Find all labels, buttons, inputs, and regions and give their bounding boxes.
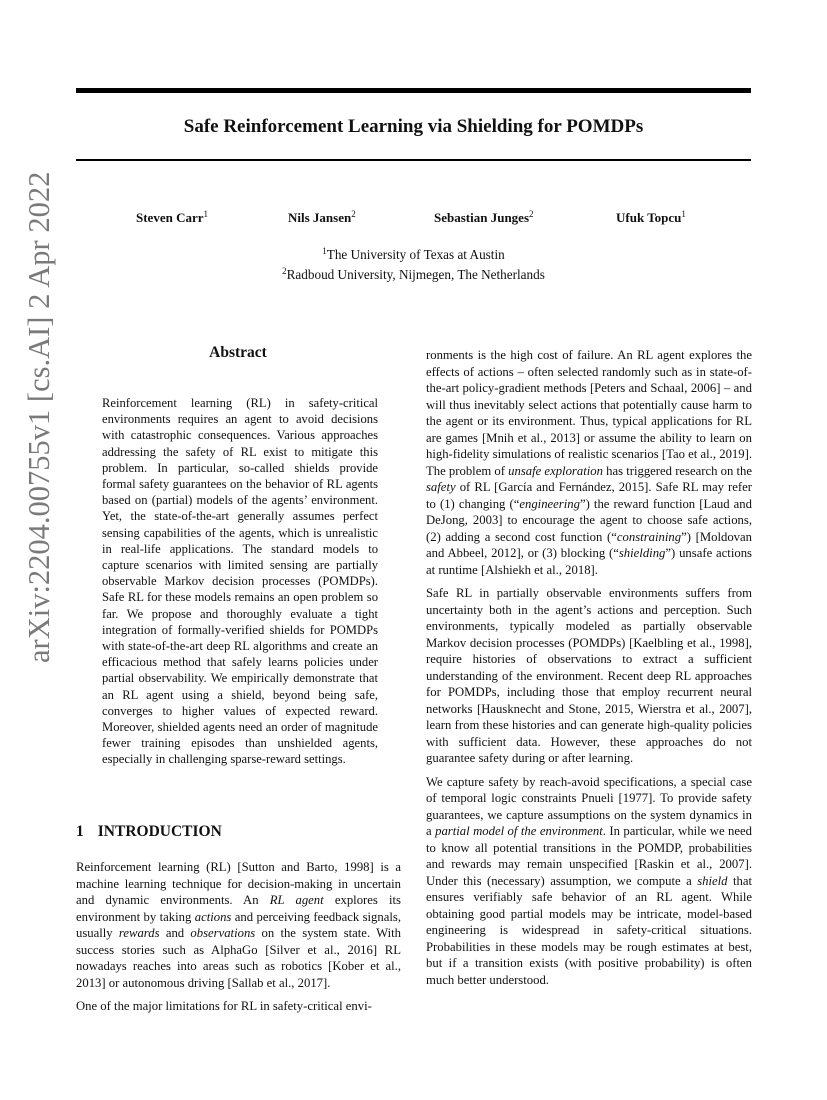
text-run: . In particular, while we need to know all potential transitions in the POMDP, probabilities and rewards may remain unspecified [Raskin et al., 2007]. Under this (necessary) assumption, we compute a: [426, 824, 752, 888]
author-name: Steven Carr: [136, 210, 204, 225]
text-run: and: [159, 926, 191, 940]
title-top-rule: [76, 88, 751, 93]
emphasis: shielding: [618, 546, 666, 560]
affiliation-number: 1: [322, 246, 327, 256]
emphasis: RL agent: [269, 893, 324, 907]
text-run: of RL [García and Fernández, 2015]. Safe RL may refer to (1) changing (“: [426, 480, 752, 511]
text-run: and perceiving feedback signals, usually: [76, 909, 402, 940]
paragraph: One of the major limitations for RL in safety-critical envi-: [76, 999, 372, 1013]
section-title: INTRODUCTION: [97, 823, 222, 840]
affiliations: [76, 243, 751, 283]
emphasis: unsafe exploration: [508, 463, 603, 478]
author: [136, 209, 208, 226]
paragraph: [426, 347, 752, 578]
text-run: that ensures verifiably safe behavior of an RL agent. While obtaining good partial models may be intricate, model-based engineering is widespread in safety-critical situations. Probabilities in these models may be rough estimates at best, but if a transition exists (with positive probability) is often much better understood.: [426, 873, 752, 987]
author-name: Nils Jansen: [288, 210, 352, 225]
emphasis: constraining: [616, 529, 682, 544]
text-run: We capture safety by reach-avoid specifications, a special case of temporal logic constraints Pnueli [1977]. To provide safety guarantees, we capture assumptions on the system dynamics in a: [426, 774, 752, 838]
affiliation-text: Radboud University, Nijmegen, The Netherlands: [286, 267, 545, 282]
emphasis: partial model of the environment: [435, 824, 603, 838]
emphasis: shield: [697, 873, 728, 888]
affiliation: [76, 243, 751, 263]
right-column-body: [426, 347, 752, 988]
text-run: ”) [Moldovan and Abbeel, 2012], or (3) blocking (“: [426, 529, 752, 560]
text-run: ronments is the high cost of failure. An RL agent explores the effects of actions – often selected randomly such as in state-of-the-art policy-gradient methods [Peters and Schaal, 2006] – and will thus inevitably select actions that potentially cause harm to the agent or its environment. Thus, typical applications for RL are games [Mnih et al., 2013] or assume the ability to learn on high-fidelity simulations of realistic scenarios [Tao et al., 2019]. The problem of: [426, 348, 752, 478]
affiliation-number: 2: [282, 266, 287, 276]
emphasis: actions: [194, 909, 232, 924]
paragraph: [426, 774, 752, 989]
text-run: has triggered research on the: [602, 463, 752, 478]
affiliation-text: The University of Texas at Austin: [326, 247, 505, 262]
author-list: [0, 209, 827, 229]
author-affil-mark: 1: [203, 209, 209, 219]
text-run: on the system state. With success stories such as AlphaGo [Silver et al., 2016] RL nowadays reaches into areas such as robotics [Kober et al., 2013] or autonomous driving [Sallab et al., 2017].: [76, 926, 401, 990]
title-bottom-rule: [76, 159, 751, 161]
author-name: Sebastian Junges: [434, 210, 529, 225]
author: [434, 209, 534, 226]
author: [616, 209, 686, 226]
author-affil-mark: 2: [529, 209, 534, 219]
emphasis: rewards: [118, 926, 160, 940]
affiliation: [76, 263, 751, 283]
author-affil-mark: 1: [681, 209, 686, 219]
author-affil-mark: 2: [351, 209, 356, 219]
section-number: 1: [76, 823, 84, 840]
arxiv-identifier-stamp: arXiv:2204.00755v1 [cs.AI] 2 Apr 2022: [22, 171, 56, 663]
emphasis: engineering: [519, 496, 580, 511]
left-column-body: [76, 859, 401, 1015]
emphasis: observations: [190, 926, 256, 940]
abstract-body: Reinforcement learning (RL) in safety-critical environments requires an agent to avoid decisions with catastrophic consequences. Various approaches addressing the safety of RL exist to mitigate this problem. In particular, so-called shields provide formal safety guarantees on the behavior of RL agents based on (partial) models of the agents’ environment. Yet, the state-of-the-art generally assumes perfect sensing capabilities of the agents, which is unrealistic in real-life applications. The standard models to capture scenarios with limited sensing are partially observable Markov decision processes (POMDPs). Safe RL for these models remains an open problem so far. We propose and thoroughly evaluate a tight integration of formally-verified shields for POMDPs with state-of-the-art deep RL algorithms and create an efficacious method that safely learns policies under partial observability. We empirically demonstrate that an RL agent using a shield, beyond being safe, converges to higher values of expected reward. Moreover, shielded agents need an order of magnitude fewer training episodes than unshielded agents, especially in challenging sparse-reward settings.: [102, 396, 378, 767]
paragraph: [76, 859, 401, 991]
text-run: Reinforcement learning (RL) [Sutton and Barto, 1998] is a machine learning technique for decision-making in uncertain and dynamic environments. An: [76, 860, 401, 907]
author-name: Ufuk Topcu: [616, 210, 682, 225]
paper-title: Safe Reinforcement Learning via Shielding for POMDPs: [183, 116, 644, 137]
text-run: ”) the reward function [Laud and DeJong, 2003] to encourage the agent to choose safe actions, (2) adding a second cost function (“: [426, 496, 752, 544]
text-run: ”) unsafe actions at runtime [Alshiekh et al., 2018].: [426, 546, 752, 577]
paragraph: Safe RL in partially observable environments suffers from uncertainty both in the agent’s actions and perception. Such environments, typically modeled as partially observable Markov decision processes (POMDPs) [Kaelbling et al., 1998], require histories of observations to extract a sufficient understanding of the environment. Recent deep RL approaches for POMDPs, including those that employ recurrent neural networks [Hausknecht and Stone, 2015, Wierstra et al., 2007], learn from these histories and can generate high-quality policies with sufficient data. However, these approaches do not guarantee safety during or after learning.: [426, 586, 752, 765]
abstract-heading: Abstract: [209, 344, 267, 361]
text-run: explores its environment by taking: [76, 893, 401, 924]
author: [288, 209, 356, 226]
emphasis: safety: [426, 480, 456, 494]
section-heading: [76, 823, 222, 841]
